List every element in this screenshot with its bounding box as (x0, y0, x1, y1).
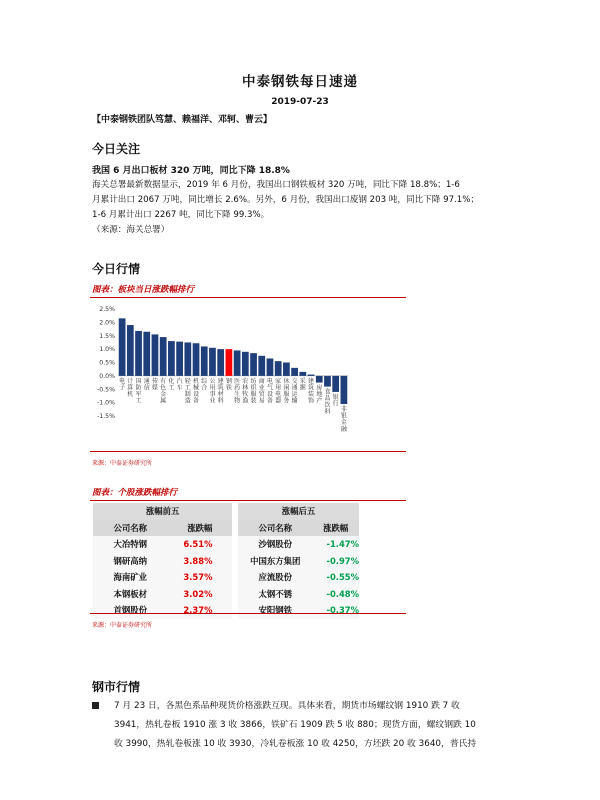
bar-商业贸易 (258, 356, 265, 376)
category-label: 商业贸易 (258, 377, 265, 405)
category-label: 国防军工 (135, 377, 142, 405)
bar-公用事业 (209, 348, 216, 376)
bottom-five-header: 涨幅后五 (238, 503, 359, 520)
col-change: 涨跌幅 (167, 520, 232, 537)
figure2-source: 来源：中泰证券研究所 (92, 622, 153, 629)
report-date: 2019-07-23 (271, 97, 329, 107)
bar-医药生物 (234, 350, 241, 375)
bar-轻工制造 (184, 342, 191, 375)
stock-ranking-table (93, 503, 359, 619)
news-headline: 我国 6 月出口板材 320 万吨，同比下降 18.8% (92, 166, 290, 176)
bottom-stock-name: 安阳钢铁 (238, 602, 312, 619)
y-tick-label: 0.5% (99, 359, 115, 367)
category-label: 传媒 (151, 377, 158, 392)
bar-非银金融 (341, 376, 348, 404)
bar-国防军工 (135, 331, 142, 376)
bar-计算机 (127, 325, 134, 376)
category-label: 钢铁 (225, 377, 232, 392)
top-stock-change: 6.51% (167, 536, 232, 553)
table-group-header (93, 503, 359, 520)
figure2-bottom-rule (90, 613, 406, 614)
report-title: 中泰钢铁每日速递 (242, 74, 358, 90)
market-line: 3941，热轧卷板 1910 涨 3 收 3866，铁矿石 1909 跌 5 收 880；现货方面，螺纹钢跌 10 (114, 720, 476, 730)
category-label: 建筑装饰 (308, 377, 315, 405)
figure1-bottom-rule (90, 451, 406, 452)
section-heading-market-today: 今日行情 (92, 262, 141, 276)
sector-change-bar-chart (90, 303, 360, 433)
category-label: 通信 (143, 377, 150, 392)
category-label: 纺织服装 (250, 377, 257, 405)
y-tick-label: -1.5% (97, 413, 115, 420)
bar-银行 (332, 376, 339, 392)
category-label: 电子 (119, 377, 126, 392)
category-label: 食品饮料 (324, 388, 331, 416)
section-heading-today-focus: 今日关注 (92, 142, 141, 156)
bar-食品饮料 (324, 376, 331, 387)
category-label: 综合 (201, 377, 208, 392)
bar-综合 (201, 346, 208, 375)
bottom-stock-change: -1.47% (312, 536, 359, 553)
y-tick-label: 2.0% (99, 319, 115, 327)
category-label: 休闲服务 (283, 377, 290, 405)
y-tick-label: 0.0% (99, 372, 115, 380)
y-tick-label: -0.5% (97, 386, 115, 394)
top-stock-change: 2.37% (167, 602, 232, 619)
y-tick-label: -1.0% (97, 399, 115, 407)
table-row (93, 569, 359, 586)
top-stock-name: 海南矿业 (93, 569, 167, 586)
category-label: 电气设备 (266, 377, 273, 405)
y-tick-label: 1.5% (99, 332, 115, 340)
category-label: 采掘 (299, 377, 306, 392)
top-stock-name: 钢研高纳 (93, 553, 167, 570)
top-stock-change: 3.88% (167, 553, 232, 570)
bar-采掘 (299, 372, 306, 376)
bar-钢铁 (226, 349, 233, 376)
news-line: 月累计出口 2067 万吨，同比增长 2.6%。另外，6 月份，我国出口废钢 203 吨，同比下降 97.1%； (92, 195, 479, 205)
bar-建筑装饰 (308, 375, 315, 376)
news-body (92, 178, 514, 238)
category-label: 汽车 (176, 377, 183, 392)
team-authors: 【中泰钢铁团队笃慧、赖福洋、邓轲、曹云】 (92, 115, 273, 125)
bar-电气设备 (267, 358, 274, 375)
bottom-stock-change: -0.55% (312, 569, 359, 586)
bar-化工 (168, 341, 175, 376)
table-row (93, 536, 359, 553)
bar-休闲服务 (283, 363, 290, 376)
category-label: 银行 (332, 393, 339, 408)
figure1-header (90, 283, 406, 298)
y-tick-label: 1.0% (99, 346, 115, 354)
category-label: 机械设备 (193, 377, 200, 405)
bar-电子 (119, 318, 126, 376)
section-heading-steel-market: 钢市行情 (92, 680, 141, 694)
bar-传媒 (152, 334, 159, 375)
bar-通信 (143, 332, 150, 376)
top-stock-change: 3.02% (167, 586, 232, 603)
market-line: 收 3990，热轧卷板涨 10 收 3930，冷轧卷板涨 10 收 4250，方坯跌 20 收 3640，普氏持 (114, 739, 477, 749)
category-label: 轻工制造 (184, 377, 191, 405)
bottom-stock-name: 太钢不锈 (238, 586, 312, 603)
category-label: 公用事业 (209, 377, 216, 405)
news-source: （来源：海关总署） (92, 225, 170, 235)
category-label: 房地产 (316, 384, 323, 405)
category-label: 非银金融 (340, 405, 347, 433)
market-line: 7 月 23 日，各黑色系品种现货价格涨跌互现。具体来看，期货市场螺纹钢 1910 跌 7 收 (114, 701, 460, 711)
top-stock-name: 本钢板材 (93, 586, 167, 603)
category-label: 计算机 (127, 377, 134, 399)
category-label: 有色金属 (160, 377, 167, 405)
category-label: 建筑材料 (217, 377, 224, 405)
category-label: 家用电器 (275, 377, 282, 405)
top-five-header: 涨幅前五 (93, 503, 232, 520)
table-column-header (93, 520, 359, 537)
figure1-source: 来源：中泰证券研究所 (92, 460, 153, 467)
figure2-header (90, 486, 406, 501)
top-stock-name: 大冶特钢 (93, 536, 167, 553)
y-tick-label: 2.5% (99, 306, 115, 313)
bottom-stock-change: -0.97% (312, 553, 359, 570)
category-label: 农林牧渔 (242, 377, 249, 405)
bullet-square-icon (92, 702, 99, 709)
category-label: 交通运输 (291, 377, 298, 405)
bar-建筑材料 (217, 349, 224, 376)
bar-交通运输 (291, 368, 298, 376)
bar-房地产 (316, 376, 323, 383)
col-company: 公司名称 (93, 520, 167, 537)
table-row (93, 553, 359, 570)
bottom-stock-change: -0.37% (312, 602, 359, 619)
news-line: 海关总署最新数据显示，2019 年 6 月份，我国出口钢铁板材 320 万吨，同比下降 18.8%；1-6 (92, 180, 460, 190)
bar-家用电器 (275, 361, 282, 376)
figure2-title: 图表：个股涨跌幅排行 (92, 488, 178, 498)
steel-market-body (114, 697, 524, 754)
bar-有色金属 (160, 337, 167, 376)
bar-农林牧渔 (242, 352, 249, 376)
category-label: 医药生物 (234, 377, 241, 405)
bottom-stock-change: -0.48% (312, 586, 359, 603)
bar-机械设备 (193, 343, 200, 376)
bar-汽车 (176, 342, 183, 376)
bottom-stock-name: 中国东方集团 (238, 553, 312, 570)
figure1-title: 图表：板块当日涨跌幅排行 (92, 285, 195, 295)
news-line: 1-6 月累计出口 2267 吨，同比下降 99.3%。 (92, 210, 270, 220)
top-stock-change: 3.57% (167, 569, 232, 586)
table-row (93, 602, 359, 619)
category-label: 化工 (168, 377, 175, 392)
bottom-stock-name: 沙钢股份 (238, 536, 312, 553)
col-change: 涨跌幅 (312, 520, 359, 537)
table-row (93, 586, 359, 603)
top-stock-name: 首钢股份 (93, 602, 167, 619)
bar-纺织服装 (250, 353, 257, 376)
col-company: 公司名称 (238, 520, 312, 537)
bottom-stock-name: 应流股份 (238, 569, 312, 586)
